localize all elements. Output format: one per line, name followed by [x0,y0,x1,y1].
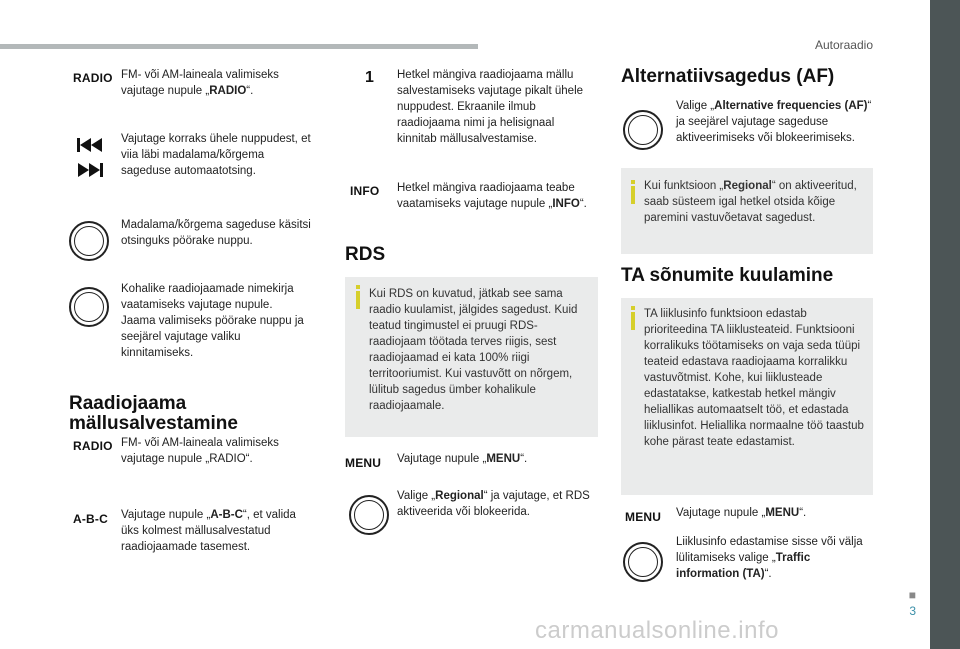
skip-forward-icon [77,163,103,177]
section-title: Autoraadio [814,38,873,52]
menu-button-label: MENU [345,456,382,470]
af-note-text: Kui funktsioon „Regional“ on aktiveeritud, saab süsteem igal hetkel otsida kõige paremini vastuvõetavat sagedust. [644,180,857,224]
menu-description: Vajutage nupule „MENU“. [397,453,528,465]
af-description: Valige „Alternative frequencies (AF)“ ja seejärel vajutage sageduse aktiveerimiseks või blokeerimiseks. [676,100,872,144]
skip-back-icon [77,138,103,152]
heading-ta: TA sõnumite kuulamine [621,265,834,286]
af-note-box [621,168,873,254]
station-list-description: Kohalike raadiojaamade nimekirja vaatamiseks vajutage nupule. Jaama valimiseks pöörake nuppu ja seejärel vajutage valiku kinnitamiseks. [121,283,304,359]
rotary-knob-icon [349,495,389,535]
page-number: 3 [909,604,916,618]
info-icon [631,312,635,330]
watermark: carmanualsonline.info [535,617,779,644]
header-rule [0,44,478,49]
radio-description: FM- või AM-laineala valimiseks vajutage nupule „RADIO“. [121,437,279,465]
page-marker: ■ [908,588,916,602]
traffic-description: Liiklusinfo edastamise sisse või välja lülitamiseks valige „Traffic information (TA)“. [676,536,863,580]
abc-description: Vajutage nupule „A-B-C“, et valida üks kolmest mällusalvestatud raadiojaamade tasemest. [121,509,296,553]
info-icon [631,186,635,204]
rotary-knob-icon [69,221,109,261]
manual-search-description: Madalama/kõrgema sageduse käsitsi otsinguks pöörake nuppu. [121,219,311,247]
rotary-knob-icon [623,542,663,582]
abc-button-label: A-B-C [73,512,108,526]
rds-note-box [345,277,598,437]
preset-description: Hetkel mängiva raadiojaama mällu salvestamiseks vajutage pikalt ühele nuppudest. Ekraanile ilmub raadiojaama nimi ja helisignaal kinnitab mällusalvestamise. [397,69,584,145]
radio-button-label: RADIO [73,439,113,453]
ta-note-text: TA liiklusinfo funktsioon edastab prioriteedina TA liiklusteateid. Funktsiooni korralikuks töötamiseks on vaja seda tüüpi teateid edastava raadiojaama korralikku vastuvõtmist. Kohe, kui liiklusteade edastatakse, katkestab hetkel mängiv heliallikas automaatselt töö, et edastada liiklusinfot. Heliallika normaalne töö taastub kohe pärast teate edastamist. [644,308,864,448]
menu-description: Vajutage nupule „MENU“. [676,507,807,519]
rds-note-text: Kui RDS on kuvatud, jätkab see sama raadio kuulamist, jälgides sagedust. Kuid teatud tingimustel ei pruugi RDS-raadiojaam töötada terves riigis, sest raadiojaamad ei kata 100% riigi territooriumist. Kui vastuvõtt on nõrgem, lülitub sagedus ümber kohalikule raadiojaamale. [369,288,578,412]
side-tab [930,0,960,649]
rotary-knob-icon [623,110,663,150]
ta-note-box [621,298,873,495]
info-icon [356,291,360,309]
radio-button-label: RADIO [73,71,113,85]
info-description: Hetkel mängiva raadiojaama teabe vaatamiseks vajutage nupule „INFO“. [397,182,587,210]
rotary-knob-icon [69,287,109,327]
seek-description: Vajutage korraks ühele nuppudest, et viia läbi madalama/kõrgema sageduse automaatotsing. [121,133,311,177]
heading-memory: Raadiojaama mällusalvestamine [69,393,238,434]
heading-rds: RDS [345,244,386,265]
menu-button-label: MENU [625,510,662,524]
info-button-label: INFO [350,184,380,198]
preset-button-label: 1 [365,69,375,86]
regional-description: Valige „Regional“ ja vajutage, et RDS aktiveerida või blokeerida. [397,490,590,518]
heading-af: Alternatiivsagedus (AF) [621,66,835,87]
radio-description: FM- või AM-laineala valimiseks vajutage nupule „RADIO“. [121,69,279,97]
